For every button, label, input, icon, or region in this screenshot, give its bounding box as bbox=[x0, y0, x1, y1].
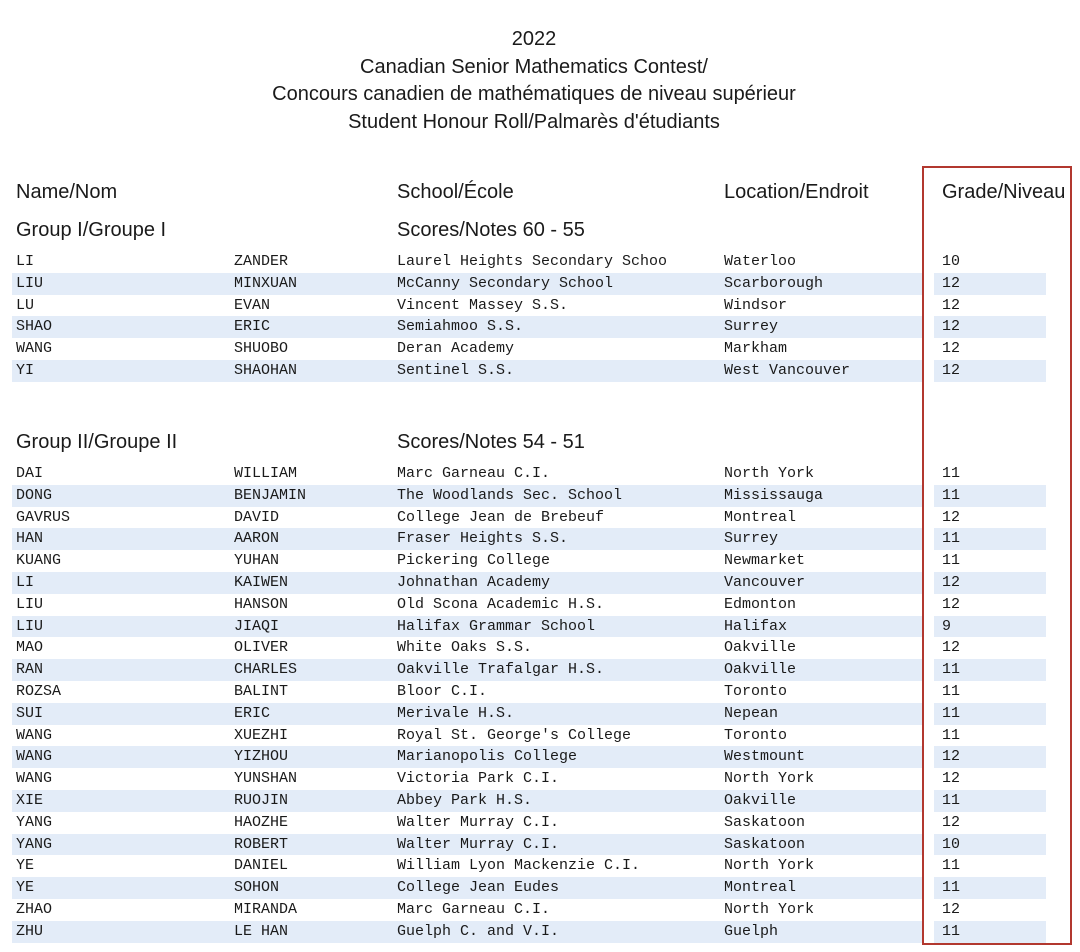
table-row bbox=[12, 855, 1046, 877]
column-gap bbox=[922, 251, 934, 273]
cell-school: College Jean de Brebeuf bbox=[397, 508, 605, 526]
cell-location: Windsor bbox=[724, 296, 788, 314]
cell-location: Vancouver bbox=[724, 573, 806, 591]
cell-last-name: LIU bbox=[16, 274, 44, 292]
cell-grade: 11 bbox=[942, 661, 961, 679]
document-title bbox=[0, 26, 1068, 136]
column-gap bbox=[922, 725, 934, 747]
cell-first-name: DAVID bbox=[234, 508, 280, 526]
cell-first-name: ROBERT bbox=[234, 835, 289, 853]
cell-grade: 11 bbox=[942, 922, 961, 940]
cell-location: Halifax bbox=[724, 617, 788, 635]
cell-last-name: LI bbox=[16, 573, 35, 591]
cell-last-name: WANG bbox=[16, 770, 53, 788]
table-row bbox=[12, 251, 1046, 273]
cell-first-name: RUOJIN bbox=[234, 791, 289, 809]
cell-grade: 12 bbox=[942, 813, 961, 831]
column-gap bbox=[922, 681, 934, 703]
cell-school: Deran Academy bbox=[397, 340, 515, 358]
table-row bbox=[12, 485, 1046, 507]
cell-school: Laurel Heights Secondary Schoo bbox=[397, 253, 668, 270]
cell-last-name: LU bbox=[16, 296, 35, 314]
cell-last-name: YANG bbox=[16, 813, 53, 831]
table-row bbox=[12, 790, 1046, 812]
column-gap bbox=[922, 463, 934, 485]
cell-grade: 12 bbox=[942, 748, 961, 766]
cell-first-name: MINXUAN bbox=[234, 274, 298, 292]
cell-first-name: ZANDER bbox=[234, 253, 289, 270]
cell-last-name: MAO bbox=[16, 639, 44, 657]
cell-first-name: HAOZHE bbox=[234, 813, 289, 831]
cell-grade: 11 bbox=[942, 682, 961, 700]
cell-school: White Oaks S.S. bbox=[397, 639, 533, 657]
cell-last-name: ROZSA bbox=[16, 682, 62, 700]
cell-location: Toronto bbox=[724, 682, 788, 700]
cell-school: Old Scona Academic H.S. bbox=[397, 595, 605, 613]
cell-location: North York bbox=[724, 900, 815, 918]
cell-school: Marc Garneau C.I. bbox=[397, 465, 551, 482]
group-1-label: Group I/Groupe I bbox=[16, 219, 167, 241]
table-row bbox=[12, 746, 1046, 768]
column-header-school: School/École bbox=[397, 181, 514, 203]
column-gap bbox=[922, 899, 934, 921]
cell-school: Pickering College bbox=[397, 552, 551, 570]
column-header-grade: Grade/Niveau bbox=[942, 181, 1066, 203]
cell-first-name: ERIC bbox=[234, 318, 271, 336]
cell-last-name: YE bbox=[16, 879, 35, 897]
cell-first-name: CHARLES bbox=[234, 661, 298, 679]
cell-last-name: LIU bbox=[16, 595, 44, 613]
cell-school: Walter Murray C.I. bbox=[397, 835, 560, 853]
table-row bbox=[12, 360, 1046, 382]
cell-location: Westmount bbox=[724, 748, 806, 766]
column-gap bbox=[922, 855, 934, 877]
column-gap bbox=[922, 594, 934, 616]
cell-grade: 11 bbox=[942, 726, 961, 744]
cell-grade: 11 bbox=[942, 857, 961, 875]
table-row bbox=[12, 507, 1046, 529]
cell-school: Johnathan Academy bbox=[397, 573, 551, 591]
cell-last-name: DAI bbox=[16, 465, 44, 482]
cell-last-name: YI bbox=[16, 361, 35, 379]
cell-location: Scarborough bbox=[724, 274, 824, 292]
title-contest-english: Canadian Senior Mathematics Contest/ bbox=[360, 55, 708, 78]
cell-first-name: JIAQI bbox=[234, 617, 280, 635]
cell-school: Victoria Park C.I. bbox=[397, 770, 560, 788]
column-gap bbox=[922, 703, 934, 725]
cell-location: Nepean bbox=[724, 704, 779, 722]
cell-last-name: ZHAO bbox=[16, 900, 53, 918]
cell-grade: 12 bbox=[942, 318, 961, 336]
cell-first-name: ERIC bbox=[234, 704, 271, 722]
cell-first-name: YUNSHAN bbox=[234, 770, 298, 788]
cell-last-name: RAN bbox=[16, 661, 44, 679]
cell-school: Sentinel S.S. bbox=[397, 361, 515, 379]
cell-last-name: ZHU bbox=[16, 922, 44, 940]
table-row bbox=[12, 528, 1046, 550]
table-row bbox=[12, 725, 1046, 747]
cell-location: North York bbox=[724, 770, 815, 788]
cell-grade: 12 bbox=[942, 274, 961, 292]
cell-last-name: LI bbox=[16, 253, 35, 270]
column-gap bbox=[922, 921, 934, 943]
cell-first-name: EVAN bbox=[234, 296, 271, 314]
cell-location: North York bbox=[724, 465, 815, 482]
cell-grade: 10 bbox=[942, 253, 961, 270]
table-row bbox=[12, 659, 1046, 681]
cell-grade: 12 bbox=[942, 296, 961, 314]
cell-location: Montreal bbox=[724, 508, 797, 526]
column-gap bbox=[922, 746, 934, 768]
cell-location: Saskatoon bbox=[724, 835, 806, 853]
cell-school: Royal St. George's College bbox=[397, 726, 632, 744]
cell-location: Newmarket bbox=[724, 552, 806, 570]
column-gap bbox=[922, 485, 934, 507]
table-row bbox=[12, 834, 1046, 856]
column-header-name: Name/Nom bbox=[16, 181, 118, 203]
cell-last-name: WANG bbox=[16, 340, 53, 358]
table-row bbox=[12, 899, 1046, 921]
cell-grade: 12 bbox=[942, 573, 961, 591]
cell-first-name: YIZHOU bbox=[234, 748, 289, 766]
cell-school: Halifax Grammar School bbox=[397, 617, 596, 635]
table-row bbox=[12, 316, 1046, 338]
cell-first-name: XUEZHI bbox=[234, 726, 289, 744]
cell-location: West Vancouver bbox=[724, 361, 851, 379]
cell-school: Oakville Trafalgar H.S. bbox=[397, 661, 605, 679]
cell-last-name: GAVRUS bbox=[16, 508, 71, 526]
cell-grade: 9 bbox=[942, 617, 952, 635]
cell-location: Edmonton bbox=[724, 595, 797, 613]
cell-school: Marc Garneau C.I. bbox=[397, 900, 551, 918]
table-row bbox=[12, 768, 1046, 790]
column-gap bbox=[922, 295, 934, 317]
table-row bbox=[12, 703, 1046, 725]
cell-first-name: KAIWEN bbox=[234, 573, 289, 591]
group-2-label: Group II/Groupe II bbox=[16, 431, 178, 453]
cell-grade: 12 bbox=[942, 770, 961, 788]
table-row bbox=[12, 681, 1046, 703]
table-row bbox=[12, 637, 1046, 659]
cell-grade: 10 bbox=[942, 835, 961, 853]
cell-school: McCanny Secondary School bbox=[397, 274, 614, 292]
column-gap bbox=[922, 550, 934, 572]
cell-last-name: XIE bbox=[16, 791, 44, 809]
cell-location: North York bbox=[724, 857, 815, 875]
table-row bbox=[12, 594, 1046, 616]
cell-school: William Lyon Mackenzie C.I. bbox=[397, 857, 641, 875]
column-gap bbox=[922, 812, 934, 834]
group-1-scores: Scores/Notes 60 - 55 bbox=[397, 219, 585, 241]
cell-location: Waterloo bbox=[724, 253, 797, 270]
cell-location: Toronto bbox=[724, 726, 788, 744]
cell-last-name: KUANG bbox=[16, 552, 62, 570]
title-year: 2022 bbox=[511, 28, 557, 50]
cell-school: Bloor C.I. bbox=[397, 682, 488, 700]
table-row bbox=[12, 921, 1046, 943]
cell-first-name: SHAOHAN bbox=[234, 361, 298, 379]
cell-last-name: YE bbox=[16, 857, 35, 875]
cell-last-name: SHAO bbox=[16, 318, 53, 336]
group-2-scores: Scores/Notes 54 - 51 bbox=[397, 431, 585, 453]
cell-grade: 12 bbox=[942, 639, 961, 657]
cell-location: Saskatoon bbox=[724, 813, 806, 831]
cell-grade: 11 bbox=[942, 465, 961, 482]
column-gap bbox=[922, 616, 934, 638]
cell-first-name: OLIVER bbox=[234, 639, 289, 657]
cell-grade: 11 bbox=[942, 552, 961, 570]
cell-first-name: AARON bbox=[234, 530, 280, 548]
cell-last-name: HAN bbox=[16, 530, 44, 548]
cell-grade: 11 bbox=[942, 791, 961, 809]
cell-first-name: MIRANDA bbox=[234, 900, 298, 918]
cell-school: Vincent Massey S.S. bbox=[397, 296, 569, 314]
cell-school: College Jean Eudes bbox=[397, 879, 560, 897]
table-row bbox=[12, 812, 1046, 834]
cell-grade: 12 bbox=[942, 340, 961, 358]
cell-first-name: YUHAN bbox=[234, 552, 280, 570]
cell-school: The Woodlands Sec. School bbox=[397, 486, 623, 504]
cell-grade: 12 bbox=[942, 508, 961, 526]
cell-location: Guelph bbox=[724, 922, 779, 940]
column-gap bbox=[922, 528, 934, 550]
cell-first-name: WILLIAM bbox=[234, 465, 298, 482]
cell-grade: 12 bbox=[942, 595, 961, 613]
cell-last-name: DONG bbox=[16, 486, 53, 504]
cell-grade: 11 bbox=[942, 530, 961, 548]
cell-first-name: SHUOBO bbox=[234, 340, 289, 358]
group-1-table bbox=[12, 251, 1046, 382]
cell-school: Semiahmoo S.S. bbox=[397, 318, 524, 336]
column-gap bbox=[922, 338, 934, 360]
table-row bbox=[12, 295, 1046, 317]
group-2-table bbox=[12, 463, 1046, 943]
cell-location: Oakville bbox=[724, 791, 797, 809]
cell-last-name: YANG bbox=[16, 835, 53, 853]
cell-school: Fraser Heights S.S. bbox=[397, 530, 569, 548]
column-gap bbox=[922, 572, 934, 594]
column-gap bbox=[922, 637, 934, 659]
cell-location: Surrey bbox=[724, 318, 779, 336]
cell-school: Marianopolis College bbox=[397, 748, 578, 766]
cell-first-name: BALINT bbox=[234, 682, 289, 700]
title-honour-roll: Student Honour Roll/Palmarès d'étudiants bbox=[348, 110, 720, 133]
table-row bbox=[12, 877, 1046, 899]
cell-location: Markham bbox=[724, 340, 788, 358]
cell-first-name: DANIEL bbox=[234, 857, 289, 875]
cell-grade: 11 bbox=[942, 879, 961, 897]
cell-last-name: LIU bbox=[16, 617, 44, 635]
cell-last-name: SUI bbox=[16, 704, 44, 722]
table-row bbox=[12, 273, 1046, 295]
cell-first-name: LE HAN bbox=[234, 922, 289, 940]
column-gap bbox=[922, 659, 934, 681]
cell-location: Surrey bbox=[724, 530, 779, 548]
cell-location: Montreal bbox=[724, 879, 797, 897]
column-header-location: Location/Endroit bbox=[724, 181, 869, 203]
column-gap bbox=[922, 834, 934, 856]
cell-first-name: SOHON bbox=[234, 879, 280, 897]
cell-school: Guelph C. and V.I. bbox=[397, 922, 560, 940]
cell-location: Oakville bbox=[724, 661, 797, 679]
title-contest-french: Concours canadien de mathématiques de niveau supérieur bbox=[272, 83, 796, 105]
table-row bbox=[12, 463, 1046, 485]
cell-grade: 11 bbox=[942, 486, 961, 504]
table-row bbox=[12, 616, 1046, 638]
table-row bbox=[12, 550, 1046, 572]
cell-school: Walter Murray C.I. bbox=[397, 813, 560, 831]
cell-school: Merivale H.S. bbox=[397, 704, 515, 722]
cell-grade: 12 bbox=[942, 361, 961, 379]
table-row bbox=[12, 338, 1046, 360]
column-gap bbox=[922, 507, 934, 529]
cell-grade: 11 bbox=[942, 704, 961, 722]
column-gap bbox=[922, 877, 934, 899]
cell-last-name: WANG bbox=[16, 726, 53, 744]
cell-last-name: WANG bbox=[16, 748, 53, 766]
cell-location: Mississauga bbox=[724, 486, 824, 504]
column-gap bbox=[922, 273, 934, 295]
cell-school: Abbey Park H.S. bbox=[397, 791, 533, 809]
cell-first-name: HANSON bbox=[234, 595, 289, 613]
cell-grade: 12 bbox=[942, 900, 961, 918]
table-row bbox=[12, 572, 1046, 594]
cell-location: Oakville bbox=[724, 639, 797, 657]
column-gap bbox=[922, 768, 934, 790]
column-gap bbox=[922, 790, 934, 812]
column-gap bbox=[922, 360, 934, 382]
cell-first-name: BENJAMIN bbox=[234, 486, 307, 504]
column-gap bbox=[922, 316, 934, 338]
